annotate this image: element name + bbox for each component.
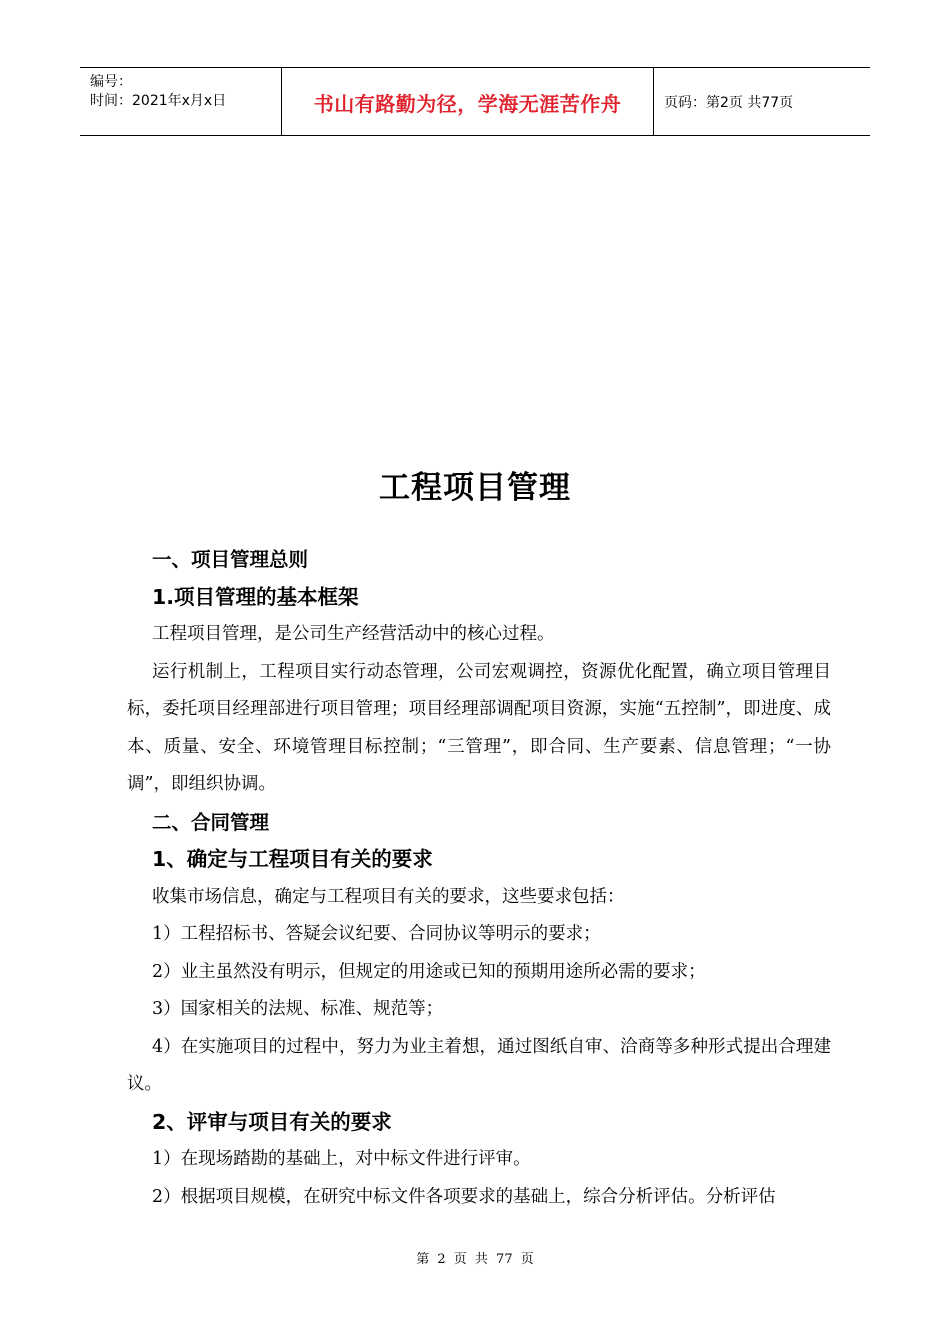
- page-header: [80, 67, 870, 136]
- header-page-info: 页码：第2页 共77页: [664, 94, 794, 111]
- document-time-label: 时间：2021年x月x日: [90, 93, 227, 109]
- paragraph: 收集市场信息，确定与工程项目有关的要求，这些要求包括：: [152, 886, 625, 907]
- list-item: 2）业主虽然没有明示，但规定的用途或已知的预期用途所必需的要求；: [152, 961, 706, 982]
- list-item: 1）工程招标书、答疑会议纪要、合同协议等明示的要求；: [152, 924, 601, 944]
- header-motto: 书山有路勤为径，学海无涯苦作舟: [313, 92, 622, 116]
- subsection-heading-framework: 1.项目管理的基本框架: [152, 584, 359, 609]
- document-title: 工程项目管理: [379, 470, 571, 506]
- document-body: [127, 541, 831, 1216]
- paragraph: 工程项目管理，是公司生产经营活动中的核心过程。: [152, 624, 555, 644]
- list-item: 1）在现场踏勘的基础上，对中标文件进行评审。: [152, 1149, 531, 1169]
- section-heading-general: 一、项目管理总则: [152, 548, 309, 571]
- header-meta-cell: [80, 68, 282, 135]
- list-item: 3）国家相关的法规、标准、规范等；: [152, 999, 444, 1019]
- subsection-heading-review: 2、评审与项目有关的要求: [152, 1109, 392, 1134]
- page-footer: 第 2 页 共 77 页: [416, 1252, 534, 1267]
- paragraph: 运行机制上，工程项目实行动态管理，公司宏观调控，资源优化配置，确立项目管理目标，委托项目经理部进行项目管理；项目经理部调配项目资源，实施“五控制”，即进度、成本、质量、安全、环境管理目标控制；“三管理”，即合同、生产要素、信息管理；“一协调”，即组织协调。: [127, 661, 831, 794]
- section-heading-contract: 二、合同管理: [152, 810, 270, 834]
- subsection-heading-requirements: 1、确定与工程项目有关的要求: [152, 847, 433, 871]
- document-number-label: 编号：: [90, 74, 132, 90]
- list-item: 4）在实施项目的过程中，努力为业主着想，通过图纸自审、洽商等多种形式提出合理建议。: [127, 1036, 831, 1094]
- list-item: 2）根据项目规模，在研究中标文件各项要求的基础上，综合分析评估。分析评估: [152, 1186, 776, 1207]
- header-page-cell: [654, 68, 870, 135]
- header-motto-cell: [282, 68, 654, 135]
